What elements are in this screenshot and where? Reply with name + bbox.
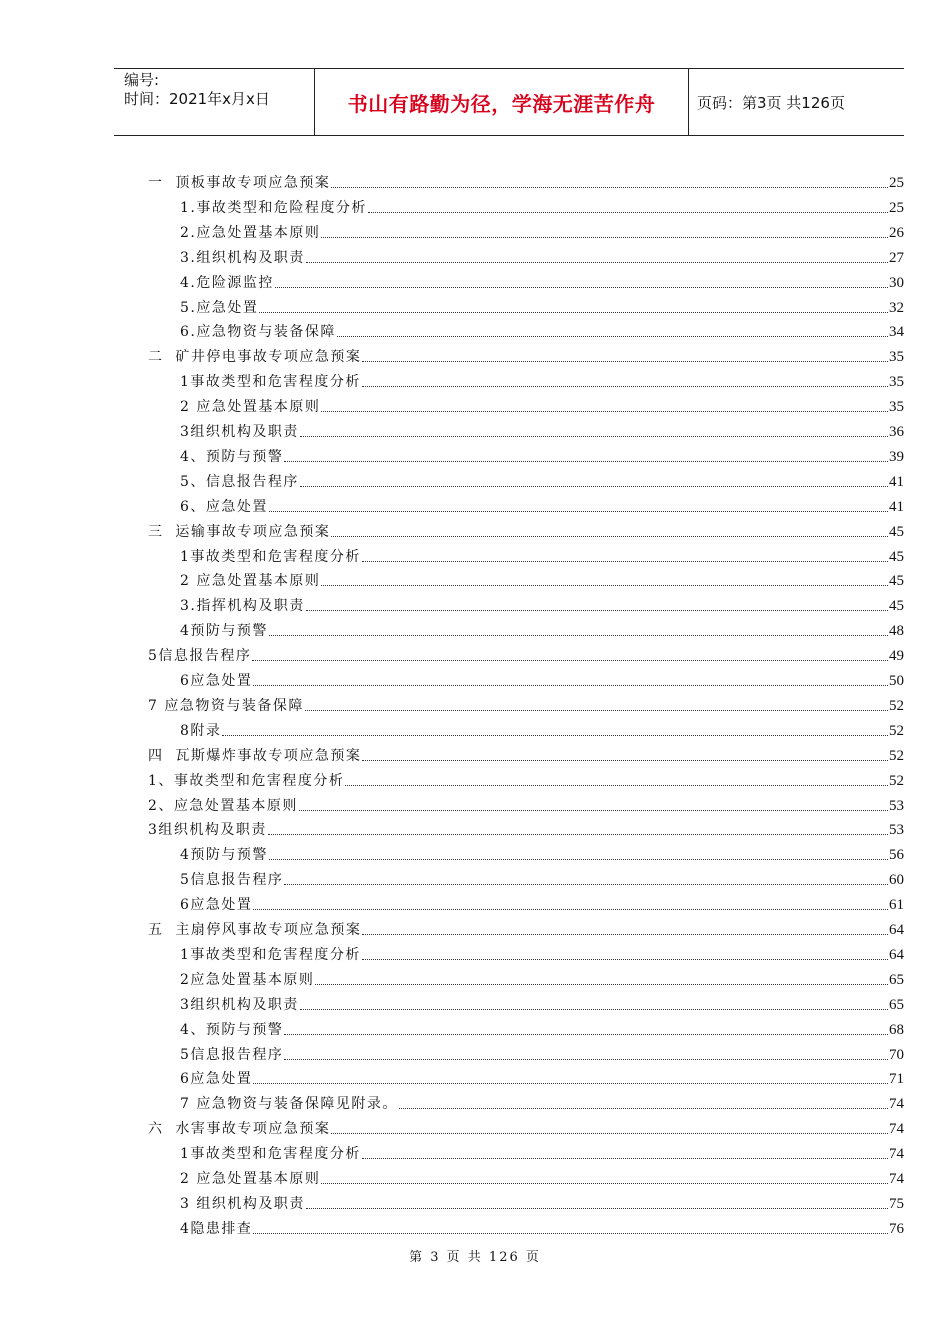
toc-entry-page: 41 (889, 473, 904, 490)
toc-dot-leader (399, 1108, 888, 1109)
toc-entry-title: 7 应急物资与装备保障见附录。 (180, 1096, 398, 1113)
toc-entry[interactable] (180, 668, 904, 690)
toc-entry-page: 25 (889, 199, 904, 216)
toc-entry-title: 3组织机构及职责 (180, 996, 299, 1013)
toc-entry-page: 70 (889, 1046, 904, 1063)
toc-entry-page: 74 (889, 1146, 904, 1163)
toc-entry[interactable] (180, 618, 904, 640)
toc-entry-title: 一 顶板事故专项应急预案 (148, 175, 331, 191)
toc-entry[interactable] (148, 793, 904, 815)
toc-entry-page: 74 (889, 1171, 904, 1187)
toc-entry-title: 3组织机构及职责 (180, 424, 299, 440)
toc-dot-leader (306, 610, 888, 611)
toc-entry-page: 48 (889, 623, 904, 640)
header-date: 时间：2021年x月x日 (124, 90, 270, 108)
toc-entry-page: 52 (889, 772, 904, 789)
toc-entry[interactable] (148, 170, 904, 192)
toc-entry-page: 45 (889, 548, 904, 565)
toc-dot-leader (362, 959, 888, 960)
toc-entry-title: 1事故类型和危害程度分析 (180, 946, 361, 963)
toc-entry[interactable] (180, 1141, 904, 1163)
toc-entry[interactable] (180, 220, 904, 242)
toc-entry-title: 4预防与预警 (180, 847, 268, 864)
toc-dot-leader (306, 1208, 888, 1209)
toc-dot-leader (315, 984, 888, 985)
toc-dot-leader (252, 660, 888, 661)
toc-entry-page: 53 (889, 797, 904, 814)
header-number-label: 编号: (124, 71, 160, 89)
toc-entry-page: 65 (889, 971, 904, 988)
toc-entry[interactable] (180, 867, 904, 889)
toc-dot-leader (253, 1083, 888, 1084)
page-footer (0, 1246, 950, 1265)
toc-entry-page: 50 (889, 673, 904, 689)
toc-dot-leader (222, 735, 888, 736)
toc-dot-leader (299, 810, 888, 811)
toc-entry-page: 52 (889, 722, 904, 739)
toc-entry[interactable] (180, 469, 904, 491)
toc-entry[interactable] (180, 295, 904, 317)
toc-entry-page: 60 (889, 872, 904, 889)
toc-dot-leader (253, 909, 888, 910)
toc-entry[interactable] (180, 544, 904, 566)
toc-entry-title: 3.组织机构及职责 (180, 249, 305, 266)
toc-entry[interactable] (180, 967, 904, 989)
toc-entry-page: 39 (889, 448, 904, 465)
toc-entry[interactable] (180, 1066, 904, 1088)
toc-dot-leader (269, 859, 888, 860)
toc-entry[interactable] (148, 643, 904, 665)
toc-entry-title: 2 应急处置基本原则 (180, 573, 321, 590)
header-motto: 书山有路勤为径，学海无涯苦作舟 (314, 69, 689, 135)
toc-entry-page: 45 (889, 523, 904, 540)
toc-dot-leader (362, 760, 888, 761)
toc-entry[interactable] (180, 1166, 904, 1188)
toc-entry[interactable] (148, 743, 904, 765)
toc-dot-leader (331, 536, 888, 537)
toc-entry[interactable] (180, 568, 904, 590)
toc-entry-title: 5信息报告程序 (180, 1046, 284, 1063)
toc-dot-leader (362, 561, 888, 562)
toc-entry-title: 5.应急处置 (180, 299, 259, 316)
toc-entry-title: 1事故类型和危害程度分析 (180, 374, 361, 391)
toc-entry-title: 6应急处置 (180, 1071, 253, 1088)
toc-entry[interactable] (180, 369, 904, 391)
toc-entry-title: 4、预防与预警 (180, 448, 284, 465)
toc-entry-title: 4隐患排查 (180, 1220, 253, 1237)
toc-entry-page: 68 (889, 1021, 904, 1038)
toc-dot-leader (253, 685, 888, 686)
toc-entry-page: 35 (889, 374, 904, 391)
toc-dot-leader (284, 884, 888, 885)
toc-entry-title: 2 应急处置基本原则 (180, 1171, 321, 1187)
toc-dot-leader (300, 486, 888, 487)
toc-entry[interactable] (180, 593, 904, 615)
toc-dot-leader (362, 934, 888, 935)
toc-entry-page: 49 (889, 648, 904, 665)
toc-entry[interactable] (180, 1017, 904, 1039)
toc-entry[interactable] (148, 344, 904, 366)
toc-entry[interactable] (148, 817, 904, 839)
toc-entry-page: 75 (889, 1195, 904, 1212)
toc-dot-leader (362, 1158, 888, 1159)
toc-entry-title: 6应急处置 (180, 897, 253, 914)
toc-entry[interactable] (180, 494, 904, 516)
toc-entry-title: 4、预防与预警 (180, 1021, 284, 1038)
toc-entry[interactable] (180, 942, 904, 964)
toc-dot-leader (306, 262, 888, 263)
toc-entry-page: 45 (889, 573, 904, 590)
toc-entry-page: 71 (889, 1071, 904, 1088)
toc-entry-page: 27 (889, 249, 904, 266)
toc-dot-leader (269, 635, 888, 636)
toc-dot-leader (321, 237, 888, 238)
toc-entry[interactable] (180, 245, 904, 267)
toc-entry[interactable] (180, 992, 904, 1014)
toc-entry[interactable] (148, 519, 904, 541)
toc-entry-title: 8附录 (180, 722, 222, 739)
toc-entry-page: 64 (889, 922, 904, 938)
toc-entry-title: 六 水害事故专项应急预案 (148, 1121, 331, 1138)
toc-entry-title: 6.应急物资与装备保障 (180, 324, 336, 341)
toc-entry[interactable] (180, 892, 904, 914)
toc-entry-page: 65 (889, 996, 904, 1013)
toc-entry[interactable] (180, 1216, 904, 1238)
toc-dot-leader (331, 187, 888, 188)
toc-dot-leader (305, 710, 888, 711)
toc-entry-page: 35 (889, 399, 904, 416)
toc-entry-title: 1事故类型和危害程度分析 (180, 1146, 361, 1163)
toc-entry-title: 5信息报告程序 (180, 872, 284, 889)
page-header (114, 68, 904, 136)
toc-dot-leader (321, 585, 888, 586)
toc-entry-title: 5信息报告程序 (148, 648, 252, 665)
toc-entry[interactable] (180, 444, 904, 466)
toc-entry-title: 4预防与预警 (180, 623, 268, 640)
toc-entry-page: 76 (889, 1220, 904, 1237)
toc-dot-leader (337, 336, 888, 337)
toc-dot-leader (321, 411, 888, 412)
toc-entry[interactable] (180, 419, 904, 441)
toc-entry-title: 6应急处置 (180, 673, 253, 689)
toc-dot-leader (368, 212, 888, 213)
toc-entry-page: 74 (889, 1121, 904, 1138)
toc-entry-title: 3.指挥机构及职责 (180, 598, 305, 615)
toc-dot-leader (362, 361, 888, 362)
toc-entry-title: 3 组织机构及职责 (180, 1195, 305, 1212)
toc-entry-title: 2应急处置基本原则 (180, 971, 315, 988)
header-page-info: 页码：第3页 共126页 (697, 93, 845, 112)
toc-entry-title: 1事故类型和危害程度分析 (180, 548, 361, 565)
toc-dot-leader (259, 312, 888, 313)
toc-dot-leader (284, 1059, 888, 1060)
toc-entry[interactable] (148, 693, 904, 715)
toc-entry-title: 6、应急处置 (180, 498, 268, 515)
toc-entry[interactable] (180, 394, 904, 416)
toc-entry-title: 2、应急处置基本原则 (148, 797, 298, 814)
toc-entry-title: 1、事故类型和危害程度分析 (148, 772, 345, 789)
toc-entry-page: 30 (889, 274, 904, 291)
toc-entry-title: 五 主扇停风事故专项应急预案 (148, 922, 362, 938)
toc-dot-leader (268, 834, 888, 835)
toc-dot-leader (300, 1009, 888, 1010)
toc-entry-page: 32 (889, 299, 904, 316)
toc-dot-leader (284, 1034, 888, 1035)
toc-entry-title: 四 瓦斯爆炸事故专项应急预案 (148, 747, 362, 764)
toc-entry-page: 56 (889, 847, 904, 864)
toc-entry-title: 三 运输事故专项应急预案 (148, 523, 331, 540)
toc-entry-title: 2.应急处置基本原则 (180, 224, 321, 241)
toc-dot-leader (300, 436, 888, 437)
toc-entry-page: 61 (889, 897, 904, 914)
toc-entry-page: 52 (889, 697, 904, 714)
toc-entry[interactable] (180, 270, 904, 292)
footer-page-number: 第 3 页 共 126 页 (409, 1250, 541, 1265)
toc-dot-leader (345, 785, 888, 786)
toc-entry-title: 5、信息报告程序 (180, 473, 299, 490)
toc-entry[interactable] (148, 917, 904, 939)
toc-entry[interactable] (148, 1116, 904, 1138)
toc-entry-page: 35 (889, 349, 904, 366)
toc-entry-page: 34 (889, 324, 904, 341)
toc-entry[interactable] (148, 768, 904, 790)
toc-entry[interactable] (180, 1191, 904, 1213)
toc-dot-leader (331, 1133, 888, 1134)
toc-entry[interactable] (180, 1042, 904, 1064)
toc-entry-title: 4.危险源监控 (180, 274, 274, 291)
toc-entry[interactable] (180, 1091, 904, 1113)
toc-dot-leader (253, 1233, 888, 1234)
toc-entry-page: 45 (889, 598, 904, 615)
toc-entry-title: 7 应急物资与装备保障 (148, 697, 304, 714)
toc-entry-page: 36 (889, 424, 904, 440)
toc-dot-leader (321, 1183, 888, 1184)
toc-entry[interactable] (180, 319, 904, 341)
toc-entry[interactable] (180, 718, 904, 740)
toc-entry-title: 二 矿井停电事故专项应急预案 (148, 349, 362, 366)
toc-entry-page: 41 (889, 498, 904, 515)
header-meta (114, 69, 314, 135)
toc-entry-page: 64 (889, 946, 904, 963)
toc-entry-title: 1.事故类型和危险程度分析 (180, 199, 367, 216)
toc-entry-title: 3组织机构及职责 (148, 822, 267, 839)
toc-dot-leader (269, 511, 888, 512)
toc-entry[interactable] (180, 842, 904, 864)
toc-entry-page: 53 (889, 822, 904, 839)
toc-entry[interactable] (180, 195, 904, 217)
toc-dot-leader (284, 461, 888, 462)
toc-dot-leader (362, 386, 888, 387)
toc-entry-page: 26 (889, 224, 904, 241)
toc-entry-title: 2 应急处置基本原则 (180, 399, 321, 416)
toc-entry-page: 25 (889, 175, 904, 191)
toc-entry-page: 52 (889, 747, 904, 764)
toc-entry-page: 74 (889, 1096, 904, 1113)
toc-dot-leader (275, 287, 888, 288)
